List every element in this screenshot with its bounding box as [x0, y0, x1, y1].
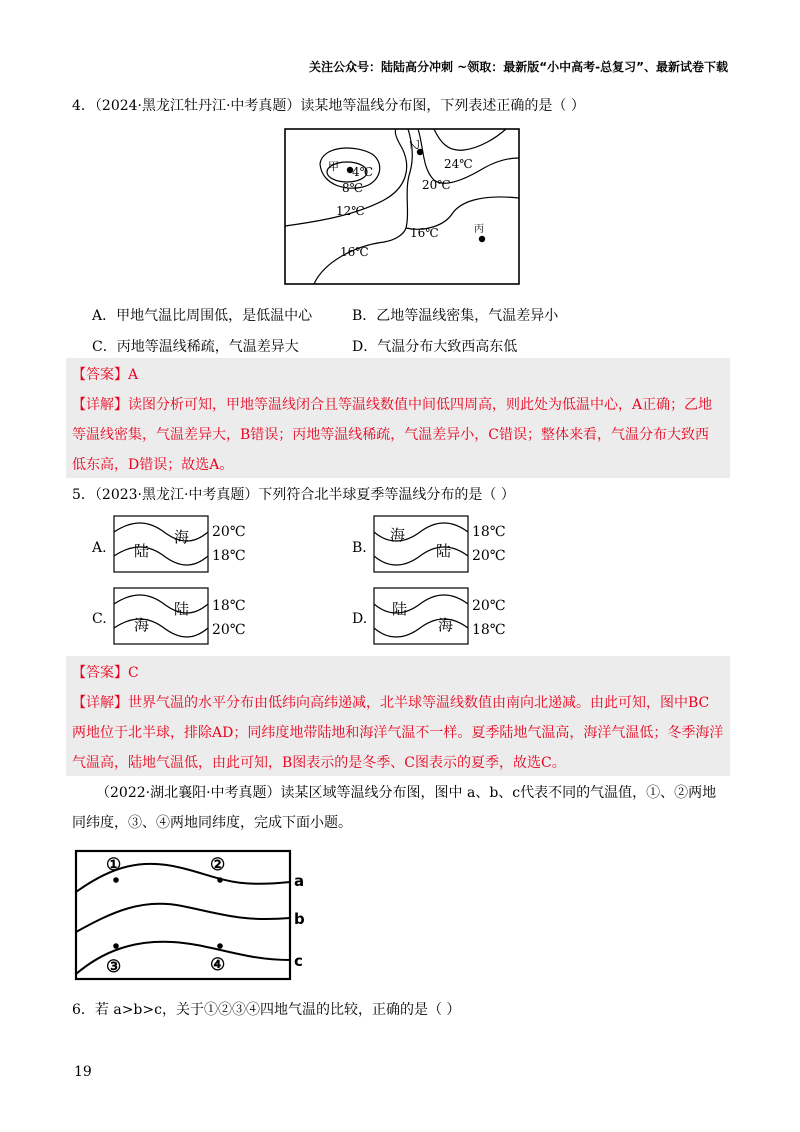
- q4-label-12c: 12℃: [336, 204, 365, 218]
- q6-intro-line: （2022·湖北襄阳·中考真题）读某区域等温线分布图，图中 a、b、c代表不同的气温值，①、②两地: [96, 785, 717, 801]
- q5-fig-c-top-word: 陆: [174, 600, 190, 618]
- q5-fig-d-bottom-word: 海: [438, 616, 454, 634]
- q5-fig-a-top-temp: 20℃: [212, 524, 246, 540]
- q5-answer-box: [66, 656, 730, 776]
- q4-detail-line: 【详解】读图分析可知，甲地等温线闭合且等温线数值中间低四周高，则此处为低温中心，A正确；乙地: [72, 397, 713, 413]
- q6-label-3: ③: [106, 957, 122, 977]
- q6-point-2: [217, 877, 223, 883]
- q4-label-yi: 乙: [408, 139, 421, 150]
- q5-fig-b-top-temp: 18℃: [472, 524, 506, 540]
- q4-label-8c: 8℃: [342, 181, 364, 195]
- q4-option-b: B．乙地等温线密集，气温差异小: [352, 308, 559, 324]
- q4-label-jia: 甲: [328, 160, 339, 173]
- q4-label-bing: 丙: [474, 224, 484, 235]
- q5-detail-line: 【详解】世界气温的水平分布由低纬向高纬递减，北半球等温线数值由南向北递减。由此可知，图中BC: [72, 695, 710, 711]
- q5-stem: 5．（2023·黑龙江·中考真题）下列符合北半球夏季等温线分布的是（ ）: [72, 487, 515, 503]
- q5-fig-b-letter: B.: [352, 540, 367, 556]
- q4-map-frame: [285, 129, 519, 284]
- q5-fig-c-letter: C.: [92, 611, 107, 627]
- q5-detail-line: 两地位于北半球，排除AD；同纬度地带陆地和海洋气温不一样。夏季陆地气温高，海洋气温低；冬季海洋: [72, 725, 724, 741]
- q5-fig-d: [372, 586, 522, 646]
- page-header: 关注公众号：陆陆高分冲刺 ~领取：最新版“小中高考-总复习”、最新试卷下载: [309, 60, 728, 74]
- q6-label-c: c: [294, 952, 303, 970]
- q4-label-20c: 20℃: [422, 178, 451, 192]
- q4-label-24c: 24℃: [444, 157, 473, 171]
- q6-intro-line: 同纬度，③、④两地同纬度，完成下面小题。: [72, 815, 352, 831]
- q4-option-a: A．甲地气温比周围低，是低温中心: [92, 308, 313, 324]
- q4-stem: 4．（2024·黑龙江牡丹江·中考真题）读某地等温线分布图，下列表述正确的是（ ）: [72, 98, 585, 114]
- q6-point-3: [113, 943, 119, 949]
- q5-fig-c-bottom-temp: 20℃: [212, 622, 246, 638]
- q5-fig-a-bottom-temp: 18℃: [212, 548, 246, 564]
- q4-detail-line: 低东高，D错误；故选A。: [72, 457, 234, 473]
- q5-fig-b-bottom-word: 陆: [436, 542, 452, 560]
- q5-fig-a-bottom-word: 陆: [134, 542, 150, 560]
- q5-fig-d-top-temp: 20℃: [472, 598, 506, 614]
- q6-label-4: ④: [210, 955, 226, 975]
- q5-fig-d-bottom-temp: 18℃: [472, 622, 506, 638]
- q5-fig-b-bottom-temp: 20℃: [472, 548, 506, 564]
- q5-answer: 【答案】C: [72, 665, 139, 681]
- q6-point-1: [113, 877, 119, 883]
- q6-stem: 6．若 a>b>c，关于①②③④四地气温的比较，正确的是（ ）: [72, 1002, 461, 1018]
- page-number: 19: [74, 1064, 92, 1080]
- q5-fig-d-letter: D.: [352, 611, 368, 627]
- q4-detail-line: 等温线密集，气温差异大，B错误；丙地等温线稀疏，气温差异小，C错误；整体来看，气温分布大致西: [72, 427, 709, 443]
- q5-fig-a-top-word: 海: [174, 528, 190, 546]
- q4-point-bing: [479, 236, 485, 242]
- q5-fig-c-top-temp: 18℃: [212, 598, 246, 614]
- q4-answer: 【答案】A: [72, 367, 139, 383]
- q4-label-16c-a: 16℃: [340, 245, 369, 259]
- q6-isotherm-map: [72, 848, 312, 982]
- q5-fig-c-bottom-word: 海: [134, 616, 150, 634]
- q5-fig-a-letter: A.: [92, 540, 107, 556]
- q6-label-b: b: [294, 910, 305, 928]
- q5-fig-b-top-word: 海: [390, 526, 406, 544]
- q4-label-16c-b: 16℃: [410, 226, 439, 240]
- q4-label-4c: 4℃: [352, 165, 374, 179]
- q6-label-2: ②: [210, 855, 226, 875]
- q5-fig-d-top-word: 陆: [392, 600, 408, 618]
- q5-fig-a: [112, 514, 262, 574]
- q6-label-a: a: [294, 872, 305, 890]
- q4-isotherm-map: [284, 128, 520, 286]
- q6-point-4: [217, 943, 223, 949]
- q5-fig-c: [112, 586, 262, 646]
- q4-answer-box: [66, 358, 730, 478]
- q4-option-c: C．丙地等温线稀疏，气温差异大: [92, 339, 299, 355]
- q5-fig-b: [372, 514, 522, 574]
- q6-label-1: ①: [106, 855, 122, 875]
- q5-detail-line: 气温高，陆地气温低，由此可知，B图表示的是冬季、C图表示的夏季，故选C。: [72, 755, 566, 771]
- q4-option-d: D．气温分布大致西高东低: [352, 339, 518, 355]
